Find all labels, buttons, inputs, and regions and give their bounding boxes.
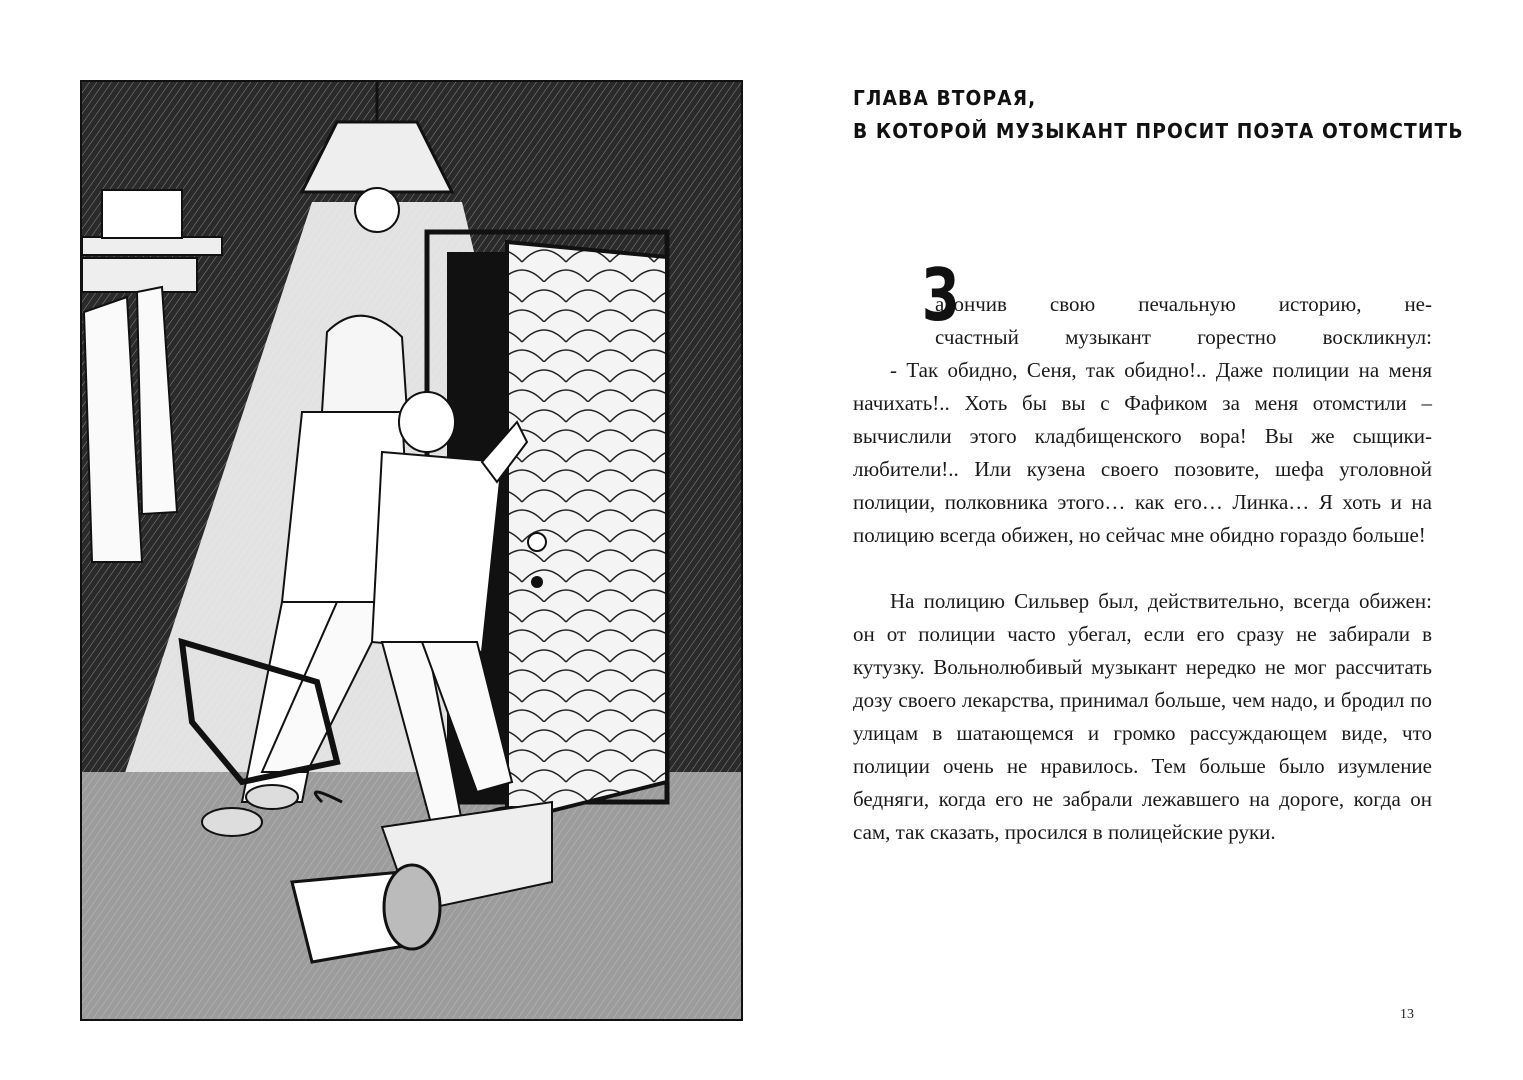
hat-box <box>102 190 182 238</box>
paragraph-1-line-1: акончив свою печальную историю, не- <box>935 292 1432 316</box>
coat-rack <box>82 258 197 292</box>
drop-cap: З <box>922 253 959 337</box>
chapter-heading <box>853 82 1464 148</box>
paragraph-1 <box>853 253 1432 354</box>
paragraph-1-line-2: счастный музыкант горестно воскликнул: <box>935 325 1432 349</box>
light-bulb <box>355 188 399 232</box>
padded-door <box>507 242 667 822</box>
page-number: 13 <box>1400 1007 1414 1022</box>
paragraph-2: - Так обидно, Сеня, так обидно!.. Даже полиции на меня начихать!.. Хоть бы вы с Фафиком за меня отомстили – вычислили этого кладбищенского вора! Вы же сыщики-любители!.. Или кузена своего позовите, шефа уголовной полиции, полковника этого… как его… Линка… Я хоть и на полицию всегда обижен, но сейчас мне обидно гораздо больше! <box>853 358 1432 547</box>
paragraph-3: На полицию Сильвер был, действительно, всегда обижен: он от полиции часто убегал, если его сразу не забирали в кутузку. Вольнолюбивый музыкант нередко не мог рассчитать дозу своего лекарства, принимал больше, чем надо, и бродил по улицам в шатающемся и громко рассуждающем виде, что полиции очень не нравилось. Тем больше было изумление бедняги, когда его не забрали лежавшего на дороге, когда он сам, так сказать, просился в полицейские руки. <box>853 589 1432 844</box>
chapter-heading-line-1: ГЛАВА ВТОРАЯ, <box>853 86 1037 110</box>
illustration-drawing <box>82 82 741 1019</box>
chapter-illustration <box>80 80 743 1021</box>
shelf <box>82 237 222 255</box>
keyhole <box>531 576 543 588</box>
chapter-body <box>853 253 1432 849</box>
door-handle <box>528 533 546 551</box>
chapter-heading-line-2: В КОТОРОЙ МУЗЫКАНТ ПРОСИТ ПОЭТА ОТОМСТИТЬ <box>853 119 1464 143</box>
